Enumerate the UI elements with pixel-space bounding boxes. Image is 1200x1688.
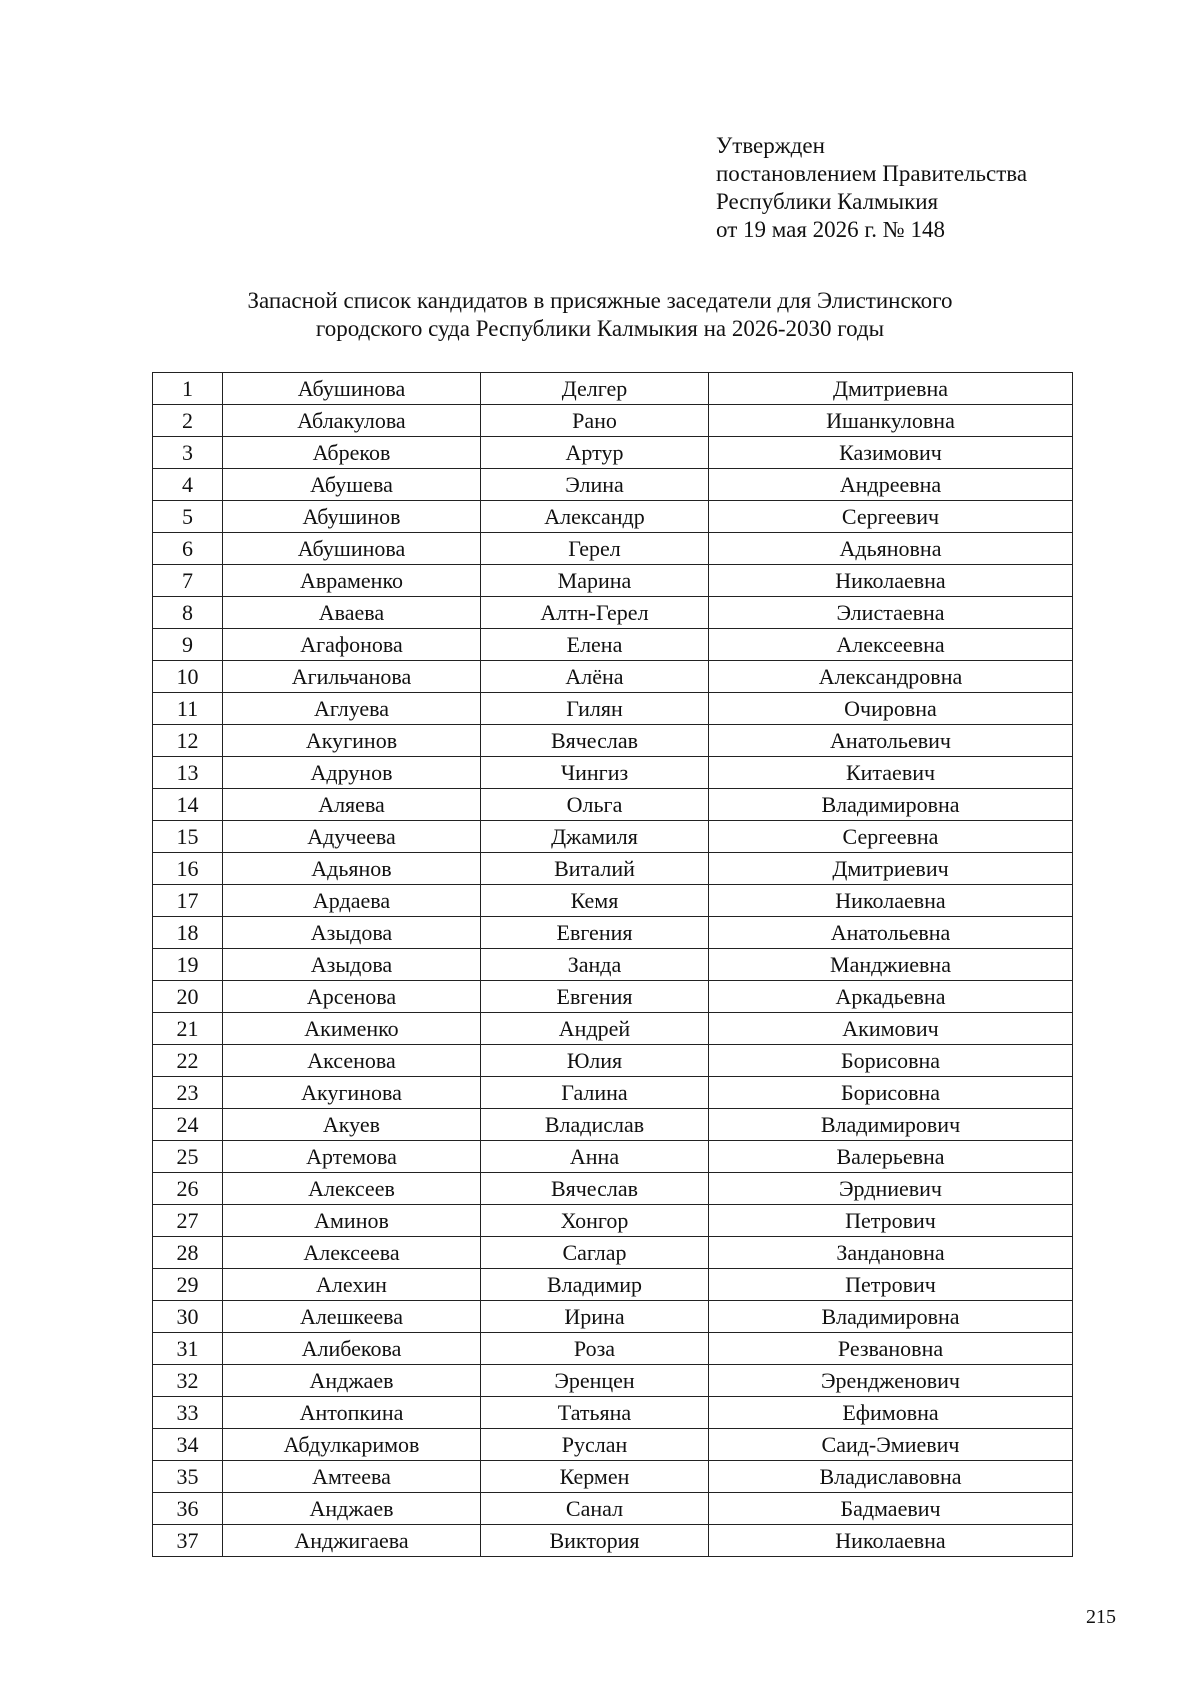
row-number-cell: 19 bbox=[153, 949, 223, 981]
row-number-cell: 37 bbox=[153, 1525, 223, 1557]
first-name-cell: Саглар bbox=[481, 1237, 709, 1269]
table-row bbox=[153, 501, 1073, 533]
row-number-cell: 27 bbox=[153, 1205, 223, 1237]
first-name-cell: Гилян bbox=[481, 693, 709, 725]
table-row bbox=[153, 565, 1073, 597]
first-name-cell: Кермен bbox=[481, 1461, 709, 1493]
table-row bbox=[153, 1013, 1073, 1045]
surname-cell: Аваева bbox=[223, 597, 481, 629]
surname-cell: Аблакулова bbox=[223, 405, 481, 437]
surname-cell: Абушева bbox=[223, 469, 481, 501]
document-title bbox=[150, 287, 1050, 343]
row-number-cell: 11 bbox=[153, 693, 223, 725]
candidates-table bbox=[152, 372, 1073, 1557]
patronymic-cell: Ишанкуловна bbox=[709, 405, 1073, 437]
row-number-cell: 21 bbox=[153, 1013, 223, 1045]
first-name-cell: Элина bbox=[481, 469, 709, 501]
surname-cell: Аксенова bbox=[223, 1045, 481, 1077]
patronymic-cell: Адьяновна bbox=[709, 533, 1073, 565]
row-number-cell: 13 bbox=[153, 757, 223, 789]
table-row bbox=[153, 1141, 1073, 1173]
first-name-cell: Джамиля bbox=[481, 821, 709, 853]
table-row bbox=[153, 1205, 1073, 1237]
surname-cell: Алексеев bbox=[223, 1173, 481, 1205]
table-row bbox=[153, 437, 1073, 469]
patronymic-cell: Ефимовна bbox=[709, 1397, 1073, 1429]
patronymic-cell: Эрендженович bbox=[709, 1365, 1073, 1397]
patronymic-cell: Очировна bbox=[709, 693, 1073, 725]
table-row bbox=[153, 629, 1073, 661]
surname-cell: Авраменко bbox=[223, 565, 481, 597]
first-name-cell: Виталий bbox=[481, 853, 709, 885]
patronymic-cell: Дмитриевич bbox=[709, 853, 1073, 885]
table-row bbox=[153, 1525, 1073, 1557]
first-name-cell: Евгения bbox=[481, 917, 709, 949]
row-number-cell: 24 bbox=[153, 1109, 223, 1141]
table-row bbox=[153, 949, 1073, 981]
patronymic-cell: Аркадьевна bbox=[709, 981, 1073, 1013]
first-name-cell: Евгения bbox=[481, 981, 709, 1013]
surname-cell: Аглуева bbox=[223, 693, 481, 725]
table-row bbox=[153, 981, 1073, 1013]
row-number-cell: 4 bbox=[153, 469, 223, 501]
first-name-cell: Герел bbox=[481, 533, 709, 565]
approval-line: Республики Калмыкия bbox=[716, 189, 939, 214]
patronymic-cell: Акимович bbox=[709, 1013, 1073, 1045]
table-row bbox=[153, 661, 1073, 693]
surname-cell: Арсенова bbox=[223, 981, 481, 1013]
table-row bbox=[153, 789, 1073, 821]
patronymic-cell: Саид-Эмиевич bbox=[709, 1429, 1073, 1461]
first-name-cell: Владимир bbox=[481, 1269, 709, 1301]
table-row bbox=[153, 1237, 1073, 1269]
table-row bbox=[153, 1269, 1073, 1301]
surname-cell: Абдулкаримов bbox=[223, 1429, 481, 1461]
first-name-cell: Рано bbox=[481, 405, 709, 437]
first-name-cell: Артур bbox=[481, 437, 709, 469]
row-number-cell: 34 bbox=[153, 1429, 223, 1461]
row-number-cell: 2 bbox=[153, 405, 223, 437]
patronymic-cell: Петрович bbox=[709, 1269, 1073, 1301]
surname-cell: Антопкина bbox=[223, 1397, 481, 1429]
patronymic-cell: Владимировна bbox=[709, 789, 1073, 821]
patronymic-cell: Владиславовна bbox=[709, 1461, 1073, 1493]
row-number-cell: 5 bbox=[153, 501, 223, 533]
row-number-cell: 32 bbox=[153, 1365, 223, 1397]
table-row bbox=[153, 725, 1073, 757]
patronymic-cell: Владимировна bbox=[709, 1301, 1073, 1333]
row-number-cell: 6 bbox=[153, 533, 223, 565]
row-number-cell: 8 bbox=[153, 597, 223, 629]
table-row bbox=[153, 1397, 1073, 1429]
first-name-cell: Руслан bbox=[481, 1429, 709, 1461]
table-row bbox=[153, 1493, 1073, 1525]
surname-cell: Агафонова bbox=[223, 629, 481, 661]
patronymic-cell: Китаевич bbox=[709, 757, 1073, 789]
row-number-cell: 20 bbox=[153, 981, 223, 1013]
surname-cell: Акугинова bbox=[223, 1077, 481, 1109]
first-name-cell: Алтн-Герел bbox=[481, 597, 709, 629]
patronymic-cell: Николаевна bbox=[709, 565, 1073, 597]
first-name-cell: Вячеслав bbox=[481, 1173, 709, 1205]
row-number-cell: 17 bbox=[153, 885, 223, 917]
table-row bbox=[153, 917, 1073, 949]
patronymic-cell: Николаевна bbox=[709, 1525, 1073, 1557]
first-name-cell: Санал bbox=[481, 1493, 709, 1525]
row-number-cell: 14 bbox=[153, 789, 223, 821]
first-name-cell: Виктория bbox=[481, 1525, 709, 1557]
row-number-cell: 26 bbox=[153, 1173, 223, 1205]
surname-cell: Алехин bbox=[223, 1269, 481, 1301]
row-number-cell: 7 bbox=[153, 565, 223, 597]
first-name-cell: Елена bbox=[481, 629, 709, 661]
table-row bbox=[153, 405, 1073, 437]
patronymic-cell: Манджиевна bbox=[709, 949, 1073, 981]
row-number-cell: 3 bbox=[153, 437, 223, 469]
patronymic-cell: Эрдниевич bbox=[709, 1173, 1073, 1205]
table-row bbox=[153, 1173, 1073, 1205]
patronymic-cell: Резвановна bbox=[709, 1333, 1073, 1365]
patronymic-cell: Борисовна bbox=[709, 1045, 1073, 1077]
surname-cell: Аляева bbox=[223, 789, 481, 821]
approval-block bbox=[716, 132, 1027, 244]
surname-cell: Аминов bbox=[223, 1205, 481, 1237]
surname-cell: Абушинова bbox=[223, 373, 481, 405]
first-name-cell: Алёна bbox=[481, 661, 709, 693]
row-number-cell: 36 bbox=[153, 1493, 223, 1525]
table-row bbox=[153, 1301, 1073, 1333]
row-number-cell: 33 bbox=[153, 1397, 223, 1429]
first-name-cell: Александр bbox=[481, 501, 709, 533]
row-number-cell: 18 bbox=[153, 917, 223, 949]
table-row bbox=[153, 533, 1073, 565]
patronymic-cell: Элистаевна bbox=[709, 597, 1073, 629]
table-row bbox=[153, 885, 1073, 917]
approval-line: от 19 мая 2026 г. № 148 bbox=[716, 217, 945, 242]
surname-cell: Ардаева bbox=[223, 885, 481, 917]
surname-cell: Адьянов bbox=[223, 853, 481, 885]
patronymic-cell: Петрович bbox=[709, 1205, 1073, 1237]
first-name-cell: Ирина bbox=[481, 1301, 709, 1333]
row-number-cell: 23 bbox=[153, 1077, 223, 1109]
table-row bbox=[153, 853, 1073, 885]
row-number-cell: 31 bbox=[153, 1333, 223, 1365]
row-number-cell: 15 bbox=[153, 821, 223, 853]
surname-cell: Анджаев bbox=[223, 1365, 481, 1397]
surname-cell: Абушинова bbox=[223, 533, 481, 565]
candidates-table-body bbox=[153, 373, 1073, 1557]
surname-cell: Анджигаева bbox=[223, 1525, 481, 1557]
table-row bbox=[153, 373, 1073, 405]
surname-cell: Анджаев bbox=[223, 1493, 481, 1525]
row-number-cell: 22 bbox=[153, 1045, 223, 1077]
table-row bbox=[153, 1461, 1073, 1493]
patronymic-cell: Сергеевна bbox=[709, 821, 1073, 853]
patronymic-cell: Валерьевна bbox=[709, 1141, 1073, 1173]
patronymic-cell: Бадмаевич bbox=[709, 1493, 1073, 1525]
patronymic-cell: Сергеевич bbox=[709, 501, 1073, 533]
surname-cell: Акугинов bbox=[223, 725, 481, 757]
surname-cell: Алешкеева bbox=[223, 1301, 481, 1333]
patronymic-cell: Зандановна bbox=[709, 1237, 1073, 1269]
table-row bbox=[153, 1429, 1073, 1461]
patronymic-cell: Борисовна bbox=[709, 1077, 1073, 1109]
first-name-cell: Татьяна bbox=[481, 1397, 709, 1429]
first-name-cell: Галина bbox=[481, 1077, 709, 1109]
table-row bbox=[153, 597, 1073, 629]
row-number-cell: 29 bbox=[153, 1269, 223, 1301]
first-name-cell: Чингиз bbox=[481, 757, 709, 789]
first-name-cell: Ольга bbox=[481, 789, 709, 821]
surname-cell: Азыдова bbox=[223, 917, 481, 949]
surname-cell: Акименко bbox=[223, 1013, 481, 1045]
row-number-cell: 28 bbox=[153, 1237, 223, 1269]
row-number-cell: 16 bbox=[153, 853, 223, 885]
first-name-cell: Роза bbox=[481, 1333, 709, 1365]
patronymic-cell: Николаевна bbox=[709, 885, 1073, 917]
surname-cell: Адрунов bbox=[223, 757, 481, 789]
first-name-cell: Анна bbox=[481, 1141, 709, 1173]
table-row bbox=[153, 1045, 1073, 1077]
surname-cell: Адучеева bbox=[223, 821, 481, 853]
first-name-cell: Делгер bbox=[481, 373, 709, 405]
approval-line: Утвержден bbox=[716, 133, 825, 158]
first-name-cell: Владислав bbox=[481, 1109, 709, 1141]
row-number-cell: 12 bbox=[153, 725, 223, 757]
first-name-cell: Эренцен bbox=[481, 1365, 709, 1397]
table-row bbox=[153, 821, 1073, 853]
surname-cell: Абушинов bbox=[223, 501, 481, 533]
first-name-cell: Хонгор bbox=[481, 1205, 709, 1237]
table-row bbox=[153, 1077, 1073, 1109]
title-line: Запасной список кандидатов в присяжные заседатели для Элистинского bbox=[247, 288, 953, 313]
table-row bbox=[153, 1333, 1073, 1365]
patronymic-cell: Алексеевна bbox=[709, 629, 1073, 661]
patronymic-cell: Анатольевич bbox=[709, 725, 1073, 757]
surname-cell: Амтеева bbox=[223, 1461, 481, 1493]
table-row bbox=[153, 1109, 1073, 1141]
surname-cell: Абреков bbox=[223, 437, 481, 469]
patronymic-cell: Дмитриевна bbox=[709, 373, 1073, 405]
table-row bbox=[153, 693, 1073, 725]
table-row bbox=[153, 1365, 1073, 1397]
row-number-cell: 10 bbox=[153, 661, 223, 693]
first-name-cell: Юлия bbox=[481, 1045, 709, 1077]
approval-line: постановлением Правительства bbox=[716, 161, 1028, 186]
row-number-cell: 30 bbox=[153, 1301, 223, 1333]
patronymic-cell: Казимович bbox=[709, 437, 1073, 469]
patronymic-cell: Александровна bbox=[709, 661, 1073, 693]
surname-cell: Алексеева bbox=[223, 1237, 481, 1269]
patronymic-cell: Анатольевна bbox=[709, 917, 1073, 949]
page-number: 215 bbox=[1086, 1606, 1116, 1628]
table-row bbox=[153, 469, 1073, 501]
table-row bbox=[153, 757, 1073, 789]
surname-cell: Азыдова bbox=[223, 949, 481, 981]
patronymic-cell: Андреевна bbox=[709, 469, 1073, 501]
surname-cell: Артемова bbox=[223, 1141, 481, 1173]
surname-cell: Акуев bbox=[223, 1109, 481, 1141]
surname-cell: Агильчанова bbox=[223, 661, 481, 693]
title-line: городского суда Республики Калмыкия на 2026-2030 годы bbox=[315, 316, 885, 341]
surname-cell: Алибекова bbox=[223, 1333, 481, 1365]
first-name-cell: Андрей bbox=[481, 1013, 709, 1045]
first-name-cell: Марина bbox=[481, 565, 709, 597]
row-number-cell: 1 bbox=[153, 373, 223, 405]
row-number-cell: 9 bbox=[153, 629, 223, 661]
first-name-cell: Кемя bbox=[481, 885, 709, 917]
patronymic-cell: Владимирович bbox=[709, 1109, 1073, 1141]
row-number-cell: 25 bbox=[153, 1141, 223, 1173]
first-name-cell: Вячеслав bbox=[481, 725, 709, 757]
row-number-cell: 35 bbox=[153, 1461, 223, 1493]
first-name-cell: Занда bbox=[481, 949, 709, 981]
